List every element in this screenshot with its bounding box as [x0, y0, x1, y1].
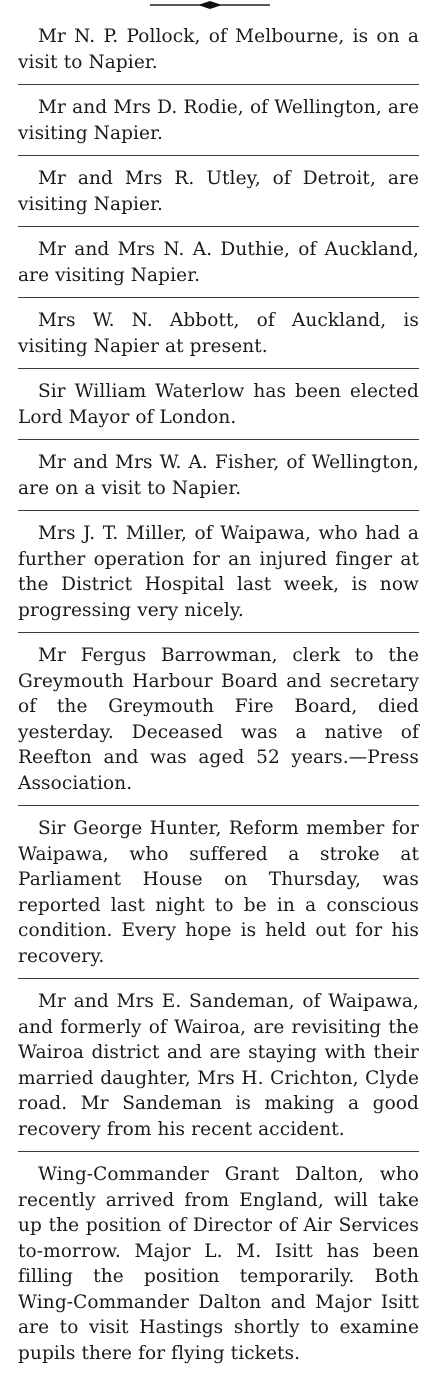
news-item — [18, 24, 419, 85]
news-paragraph: Mr and Mrs D. Rodie, of Wellington, are visiting Napier. — [18, 97, 419, 144]
news-item — [18, 643, 419, 806]
news-item — [18, 521, 419, 633]
divider — [18, 1151, 419, 1152]
divider — [18, 805, 419, 806]
divider — [18, 368, 419, 369]
news-paragraph: Sir George Hunter, Reform member for Waipawa, who suffered a stroke at Parliament House on Thursday, was reported last night to be in a conscious condition. Every hope is held out for his recovery. — [18, 818, 419, 967]
ornament-rule-icon — [150, 0, 270, 10]
news-item — [18, 989, 419, 1152]
news-paragraph: Wing-Commander Grant Dalton, who recently arrived from England, will take up the position of Director of Air Services to-morrow. Major L. M. Isitt has been filling the position temporarily. Both Wing-Commander Dalton and Major Isitt are to visit Hastings shortly to examine pupils there for flying tickets. — [18, 1164, 419, 1364]
news-paragraph: Mr and Mrs N. A. Duthie, of Auckland, are visiting Napier. — [18, 239, 419, 286]
news-item — [18, 95, 419, 156]
news-paragraph: Sir William Waterlow has been elected Lord Mayor of London. — [18, 381, 419, 428]
divider — [18, 439, 419, 440]
news-paragraph: Mr and Mrs R. Utley, of Detroit, are visiting Napier. — [18, 168, 419, 215]
news-item — [18, 1162, 419, 1376]
news-item — [18, 450, 419, 511]
news-paragraph: Mr and Mrs E. Sandeman, of Waipawa, and formerly of Wairoa, are revisiting the Wairoa district and are staying with their married daughter, Mrs H. Crichton, Clyde road. Mr Sandeman is making a good recovery from his recent accident. — [18, 991, 419, 1140]
divider — [18, 510, 419, 511]
divider — [18, 226, 419, 227]
news-item — [18, 379, 419, 440]
divider — [18, 297, 419, 298]
news-item — [18, 237, 419, 298]
divider — [18, 978, 419, 979]
news-paragraph: Mr and Mrs W. A. Fisher, of Wellington, are on a visit to Napier. — [18, 452, 419, 499]
news-paragraph: Mr Fergus Barrowman, clerk to the Greymouth Harbour Board and secretary of the Greymouth Fire Board, died yesterday. Deceased was a native of Reefton and was aged 52 years.—Press Association. — [18, 645, 419, 794]
news-item — [18, 308, 419, 369]
divider — [18, 84, 419, 85]
divider — [18, 155, 419, 156]
news-item — [18, 166, 419, 227]
news-paragraph: Mr N. P. Pollock, of Melbourne, is on a visit to Napier. — [18, 26, 419, 73]
divider — [18, 632, 419, 633]
news-item — [18, 816, 419, 979]
news-paragraph: Mrs J. T. Miller, of Waipawa, who had a further operation for an injured finger at the District Hospital last week, is now progressing very nicely. — [18, 523, 419, 621]
news-paragraph: Mrs W. N. Abbott, of Auckland, is visiting Napier at present. — [18, 310, 419, 357]
